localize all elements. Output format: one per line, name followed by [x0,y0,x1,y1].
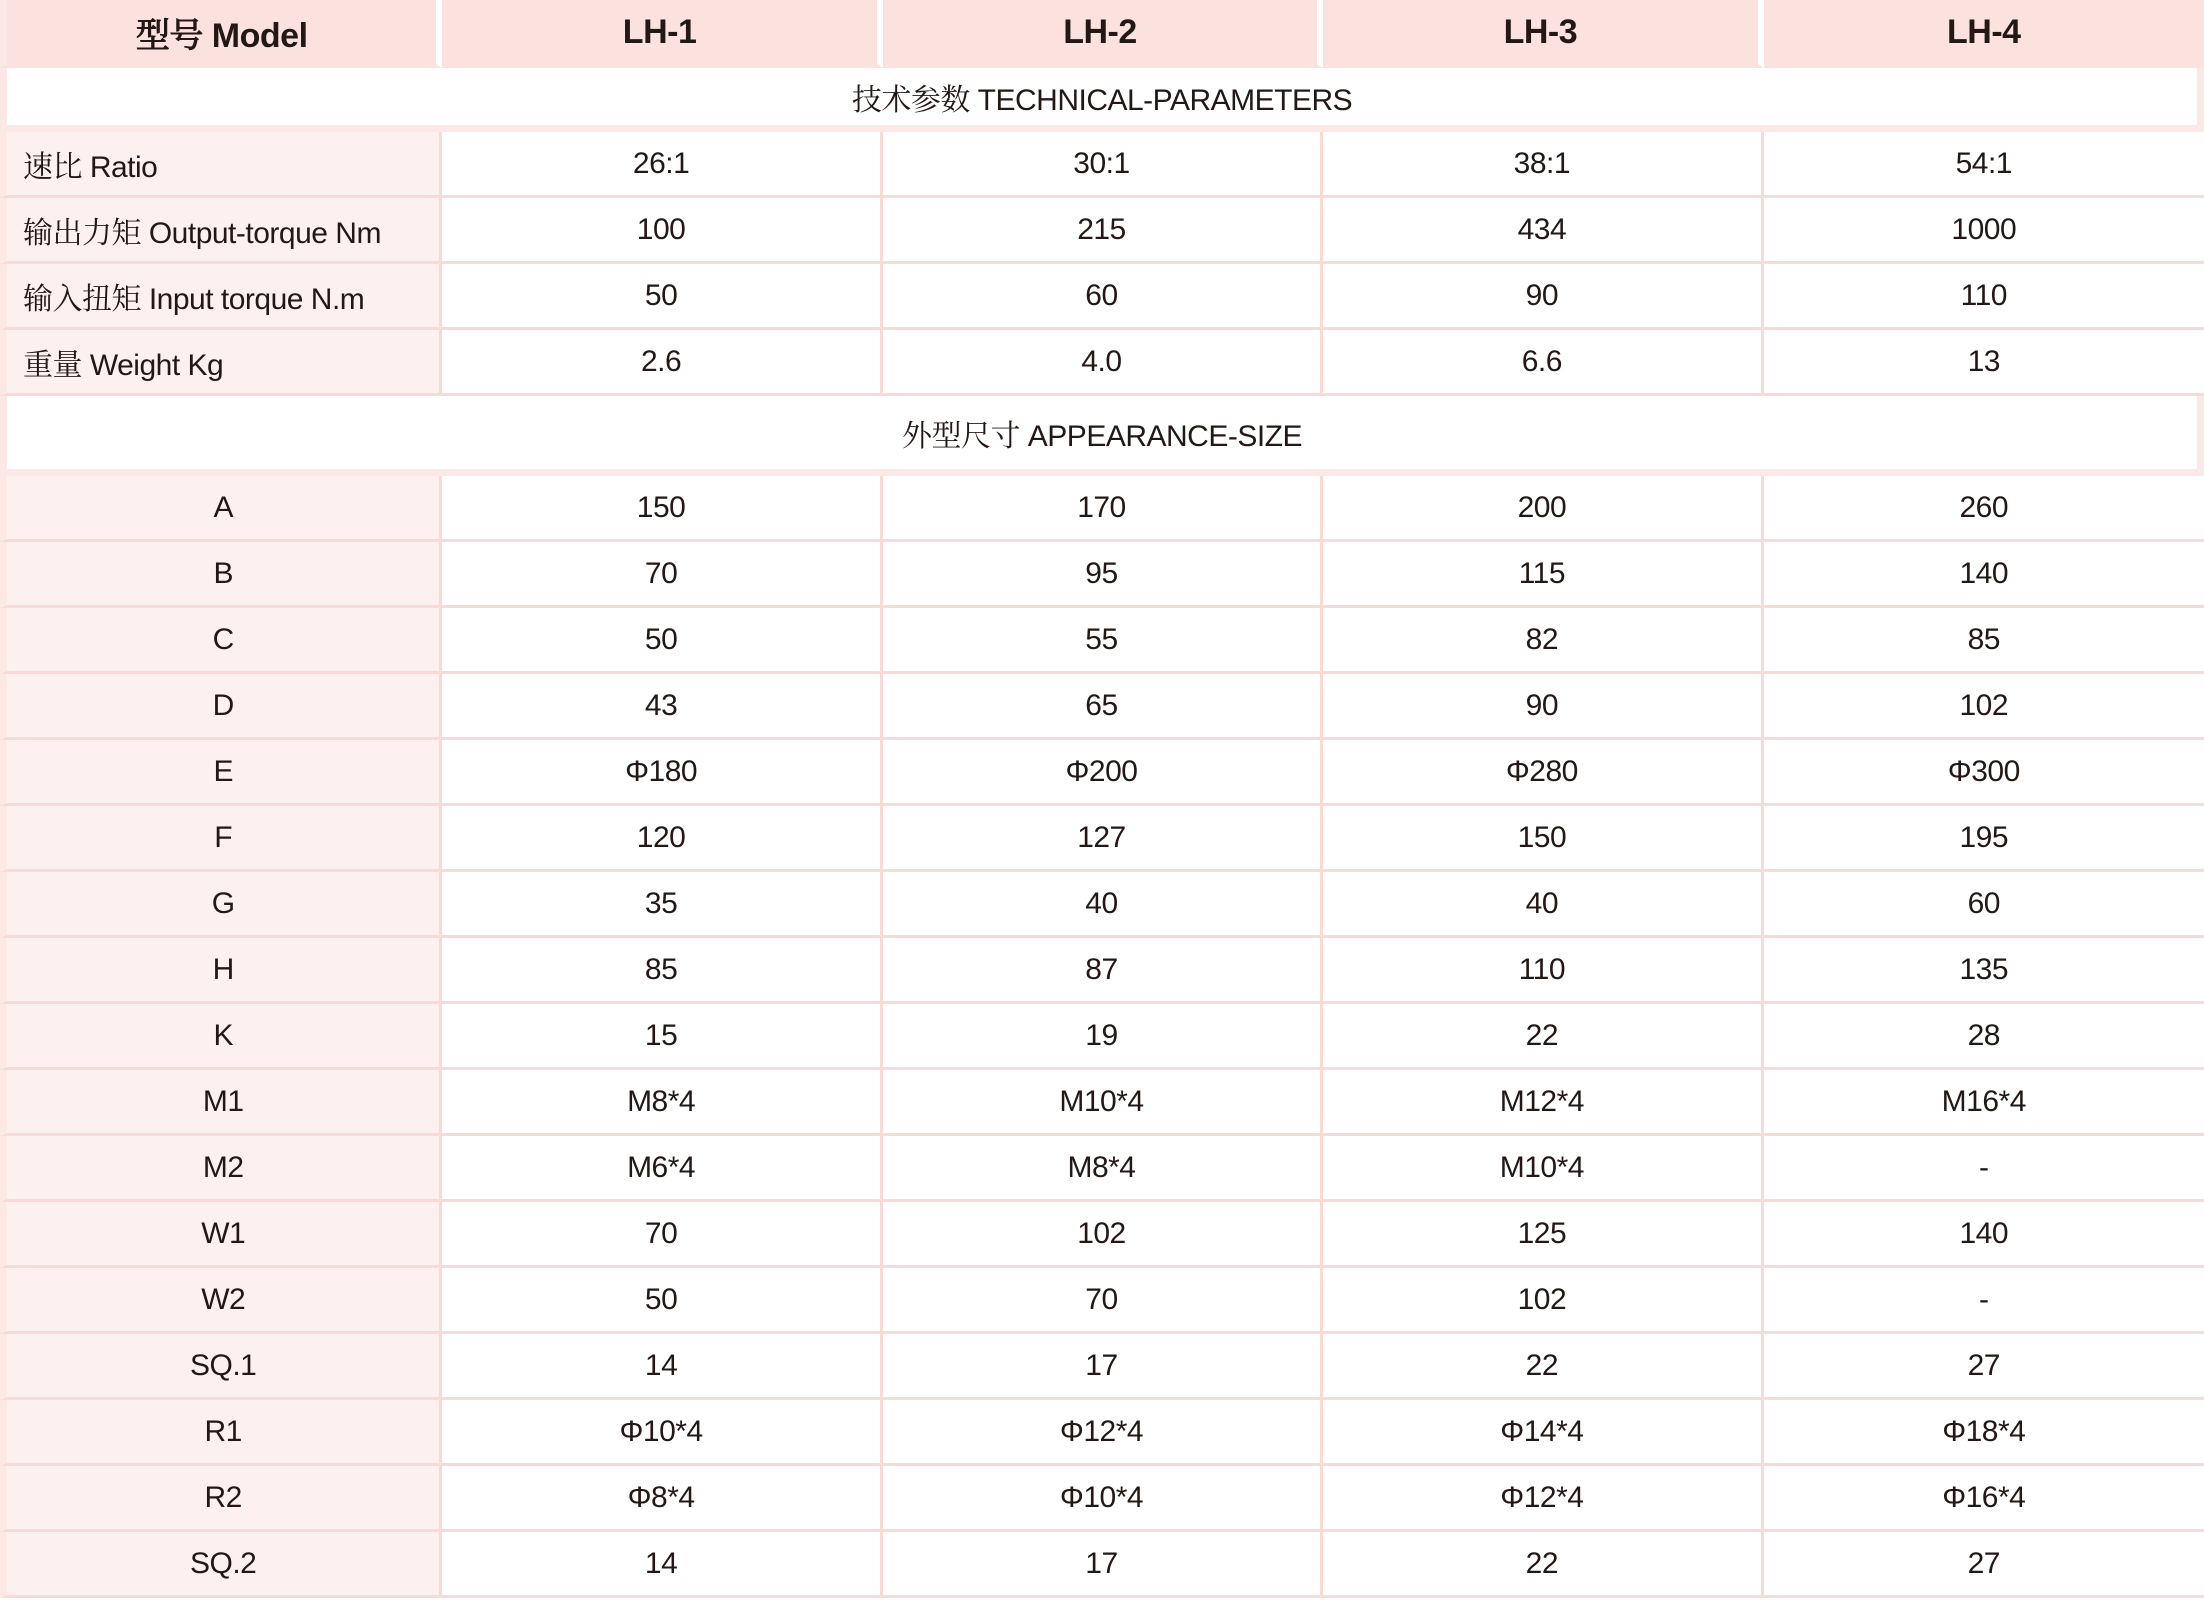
table-cell: 87 [883,938,1323,1004]
table-cell: 115 [1323,542,1763,608]
table-cell: 120 [442,806,882,872]
table-cell: 27 [1764,1334,2204,1400]
table-cell: 65 [883,674,1323,740]
table-cell: 434 [1323,198,1763,264]
row-label: F [0,806,442,872]
table-row [0,1400,2204,1466]
table-row [0,1466,2204,1532]
row-label: SQ.1 [0,1334,442,1400]
table-cell: Φ180 [442,740,882,806]
table-cell: Φ280 [1323,740,1763,806]
table-cell: 15 [442,1004,882,1070]
table-cell: 140 [1764,1202,2204,1268]
table-cell: 13 [1764,330,2204,396]
table-row [0,198,2204,264]
table-row [0,872,2204,938]
table-cell: 127 [883,806,1323,872]
table-cell: 22 [1323,1004,1763,1070]
model-header-lh4: LH-4 [1764,0,2204,68]
table-row [0,1136,2204,1202]
table-row [0,608,2204,674]
table-cell: Φ14*4 [1323,1400,1763,1466]
table-cell: Φ10*4 [442,1400,882,1466]
table-cell: 27 [1764,1532,2204,1598]
table-cell: 60 [883,264,1323,330]
table-cell: 90 [1323,264,1763,330]
table-cell: 195 [1764,806,2204,872]
table-cell: 50 [442,264,882,330]
table-row [0,132,2204,198]
table-row [0,476,2204,542]
row-label: 重量 Weight Kg [0,330,442,396]
table-cell: 215 [883,198,1323,264]
table-row [0,938,2204,1004]
table-cell: 2.6 [442,330,882,396]
model-header-lh3: LH-3 [1323,0,1763,68]
appearance-section-row [0,396,2204,476]
table-cell: Φ10*4 [883,1466,1323,1532]
table-cell: 70 [442,1202,882,1268]
row-label: H [0,938,442,1004]
table-row [0,264,2204,330]
row-label: R1 [0,1400,442,1466]
table-cell: 260 [1764,476,2204,542]
row-label: W1 [0,1202,442,1268]
table-row [0,1070,2204,1136]
table-row [0,674,2204,740]
table-row [0,740,2204,806]
table-cell: 60 [1764,872,2204,938]
table-cell: 50 [442,608,882,674]
table-cell: 55 [883,608,1323,674]
table-row [0,1334,2204,1400]
table-row [0,1268,2204,1334]
table-cell: M6*4 [442,1136,882,1202]
model-header-label: 型号 Model [0,0,442,68]
table-cell: 85 [1764,608,2204,674]
row-label: W2 [0,1268,442,1334]
table-cell: Φ300 [1764,740,2204,806]
table-cell: 85 [442,938,882,1004]
table-cell: 82 [1323,608,1763,674]
row-label: 输出力矩 Output-torque Nm [0,198,442,264]
table-row [0,542,2204,608]
table-cell: 70 [883,1268,1323,1334]
table-cell: 17 [883,1334,1323,1400]
row-label: M1 [0,1070,442,1136]
table-cell: 43 [442,674,882,740]
appearance-section-title: 外型尺寸 APPEARANCE-SIZE [0,396,2204,476]
table-cell: 14 [442,1334,882,1400]
table-cell: Φ200 [883,740,1323,806]
row-label: G [0,872,442,938]
row-label: C [0,608,442,674]
table-cell: 1000 [1764,198,2204,264]
table-cell: M12*4 [1323,1070,1763,1136]
table-cell: M16*4 [1764,1070,2204,1136]
table-cell: 35 [442,872,882,938]
table-row [0,806,2204,872]
table-cell: 135 [1764,938,2204,1004]
table-cell: Φ18*4 [1764,1400,2204,1466]
table-cell: 110 [1323,938,1763,1004]
table-cell: 38:1 [1323,132,1763,198]
table-cell: 17 [883,1532,1323,1598]
table-cell: 26:1 [442,132,882,198]
table-cell: M8*4 [442,1070,882,1136]
table-cell: M10*4 [883,1070,1323,1136]
table-cell: 22 [1323,1334,1763,1400]
table-cell: 150 [442,476,882,542]
table-cell: 95 [883,542,1323,608]
row-label: R2 [0,1466,442,1532]
table-cell: 4.0 [883,330,1323,396]
table-cell: 19 [883,1004,1323,1070]
table-cell: M10*4 [1323,1136,1763,1202]
table-row [0,1202,2204,1268]
table-row [0,1532,2204,1598]
table-cell: 54:1 [1764,132,2204,198]
model-header-lh1: LH-1 [442,0,882,68]
row-label: M2 [0,1136,442,1202]
technical-section-row [0,68,2204,132]
row-label: 输入扭矩 Input torque N.m [0,264,442,330]
table-cell: 100 [442,198,882,264]
table-cell: Φ12*4 [1323,1466,1763,1532]
table-cell: 90 [1323,674,1763,740]
row-label: E [0,740,442,806]
table-cell: 170 [883,476,1323,542]
row-label: A [0,476,442,542]
table-cell: 140 [1764,542,2204,608]
row-label: 速比 Ratio [0,132,442,198]
model-header-lh2: LH-2 [883,0,1323,68]
table-cell: 200 [1323,476,1763,542]
table-cell: 50 [442,1268,882,1334]
table-cell: 102 [883,1202,1323,1268]
table-cell: Φ12*4 [883,1400,1323,1466]
table-cell: 14 [442,1532,882,1598]
table-cell: 40 [883,872,1323,938]
table-cell: 40 [1323,872,1763,938]
table-row [0,1004,2204,1070]
table-cell: Φ8*4 [442,1466,882,1532]
table-cell: 22 [1323,1532,1763,1598]
table-cell: 150 [1323,806,1763,872]
table-cell: Φ16*4 [1764,1466,2204,1532]
technical-section-title: 技术参数 TECHNICAL-PARAMETERS [0,68,2204,132]
table-cell: - [1764,1268,2204,1334]
table-cell: 125 [1323,1202,1763,1268]
table-cell: 28 [1764,1004,2204,1070]
table-cell: 102 [1764,674,2204,740]
table-cell: 30:1 [883,132,1323,198]
table-cell: 6.6 [1323,330,1763,396]
row-label: D [0,674,442,740]
row-label: B [0,542,442,608]
table-cell: 70 [442,542,882,608]
table-cell: M8*4 [883,1136,1323,1202]
row-label: SQ.2 [0,1532,442,1598]
table-cell: 102 [1323,1268,1763,1334]
table-cell: 110 [1764,264,2204,330]
table-row [0,330,2204,396]
table-cell: - [1764,1136,2204,1202]
row-label: K [0,1004,442,1070]
header-row [0,0,2204,68]
